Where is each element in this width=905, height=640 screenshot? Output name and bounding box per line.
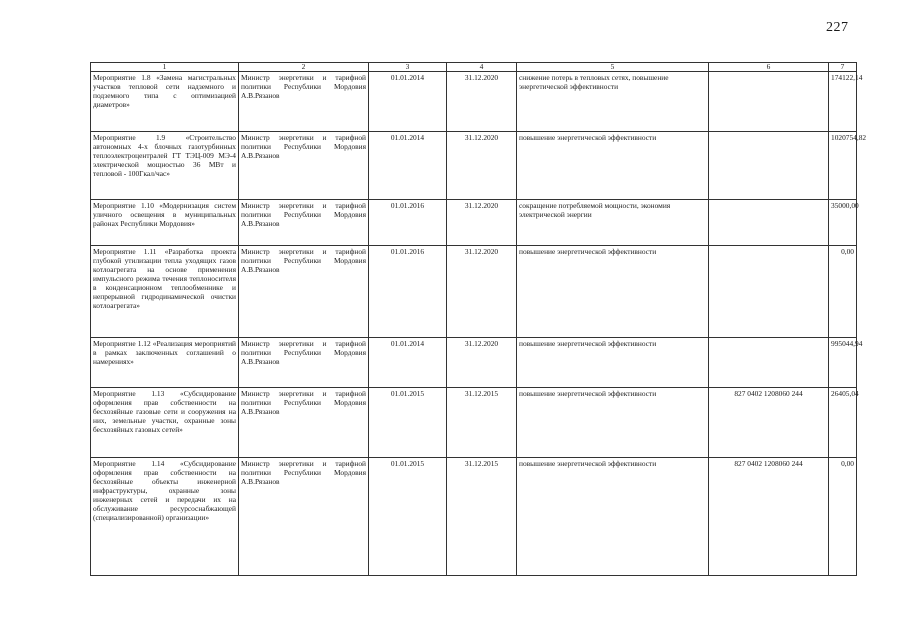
- end-date-cell: 31.12.2020: [447, 246, 517, 338]
- table-row: [91, 200, 857, 246]
- amount-cell: 995044,94: [829, 338, 857, 388]
- header-row: [91, 63, 857, 72]
- page-number: 227: [826, 20, 849, 35]
- responsible-cell: Министр энергетики и тарифной политики Республики Мордовия А.В.Рязанов: [239, 72, 369, 132]
- col-header-4: 4: [447, 63, 517, 72]
- col-header-3: 3: [369, 63, 447, 72]
- amount-cell: 0,00: [829, 458, 857, 576]
- start-date-cell: 01.01.2015: [369, 388, 447, 458]
- end-date-cell: 31.12.2020: [447, 338, 517, 388]
- result-cell: повышение энергетической эффективности: [517, 338, 709, 388]
- end-date-cell: 31.12.2015: [447, 458, 517, 576]
- end-date-cell: 31.12.2020: [447, 72, 517, 132]
- col-header-2: 2: [239, 63, 369, 72]
- responsible-cell: Министр энергетики и тарифной политики Республики Мордовия А.В.Рязанов: [239, 388, 369, 458]
- start-date-cell: 01.01.2016: [369, 246, 447, 338]
- col-header-5: 5: [517, 63, 709, 72]
- result-cell: снижение потерь в тепловых сетях, повышение энергетической эффективности: [517, 72, 709, 132]
- start-date-cell: 01.01.2015: [369, 458, 447, 576]
- budget-code-cell: [709, 72, 829, 132]
- program-events-table: [90, 62, 867, 576]
- table-row: [91, 388, 857, 458]
- event-cell: Мероприятие 1.8 «Замена магистральных участков тепловой сети надземного и подземного типа с оптимизацией диаметров»: [91, 72, 239, 132]
- budget-code-cell: [709, 338, 829, 388]
- budget-code-cell: [709, 200, 829, 246]
- event-cell: Мероприятие 1.14 «Субсидирование оформления прав собственности на бесхозяйные объекты инженерной инфраструктуры, охранные зоны инженерных сетей и передачи их на обслуживание ресурсоснабжающей (специализированной) организации»: [91, 458, 239, 576]
- end-date-cell: 31.12.2020: [447, 132, 517, 200]
- amount-cell: 35000,00: [829, 200, 857, 246]
- result-cell: повышение энергетической эффективности: [517, 132, 709, 200]
- budget-code-cell: [709, 132, 829, 200]
- table-row: [91, 338, 857, 388]
- start-date-cell: 01.01.2014: [369, 72, 447, 132]
- budget-code-cell: [709, 246, 829, 338]
- end-date-cell: 31.12.2020: [447, 200, 517, 246]
- end-date-cell: 31.12.2015: [447, 388, 517, 458]
- responsible-cell: Министр энергетики и тарифной политики Республики Мордовия А.В.Рязанов: [239, 458, 369, 576]
- result-cell: повышение энергетической эффективности: [517, 458, 709, 576]
- amount-cell: 174122,14: [829, 72, 857, 132]
- table-row: [91, 246, 857, 338]
- result-cell: сокращение потребляемой мощности, экономия электрической энергии: [517, 200, 709, 246]
- budget-code-cell: 827 0402 1208060 244: [709, 458, 829, 576]
- result-cell: повышение энергетической эффективности: [517, 246, 709, 338]
- responsible-cell: Министр энергетики и тарифной политики Республики Мордовия А.В.Рязанов: [239, 246, 369, 338]
- event-cell: Мероприятие 1.9 «Строительство автономных 4-х блочных газотурбинных теплоэлектроцентралей ГТ ТЭЦ-009 МЭ-4 электрической мощностью 36 МВт и тепловой - 100Гкал/час»: [91, 132, 239, 200]
- responsible-cell: Министр энергетики и тарифной политики Республики Мордовия А.В.Рязанов: [239, 200, 369, 246]
- table-row: [91, 72, 857, 132]
- start-date-cell: 01.01.2016: [369, 200, 447, 246]
- col-header-7: 7: [829, 63, 857, 72]
- col-header-6: 6: [709, 63, 829, 72]
- budget-code-cell: 827 0402 1208060 244: [709, 388, 829, 458]
- event-cell: Мероприятие 1.10 «Модернизация систем уличного освещения в муниципальных районах Республики Мордовия»: [91, 200, 239, 246]
- amount-cell: 26405,04: [829, 388, 857, 458]
- amount-cell: 0,00: [829, 246, 857, 338]
- table-row: [91, 458, 857, 576]
- event-cell: Мероприятие 1.11 «Разработка проекта глубокой утилизации тепла уходящих газов котлоагрегата на основе применения импульсного режима течения теплоносителя в конденсационном теплообменнике и непрерывной гидродинамической очистки котлоагрегата»: [91, 246, 239, 338]
- start-date-cell: 01.01.2014: [369, 132, 447, 200]
- event-cell: Мероприятие 1.13 «Субсидирование оформления прав собственности на бесхозяйные газовые сети и сооружения на них, земельные участки, охранные зоны бесхозяйных газовых сетей»: [91, 388, 239, 458]
- table-row: [91, 132, 857, 200]
- event-cell: Мероприятие 1.12 «Реализация мероприятий в рамках заключенных соглашений о намерениях»: [91, 338, 239, 388]
- responsible-cell: Министр энергетики и тарифной политики Республики Мордовия А.В.Рязанов: [239, 132, 369, 200]
- amount-cell: 1020754,82: [829, 132, 857, 200]
- start-date-cell: 01.01.2014: [369, 338, 447, 388]
- result-cell: повышение энергетической эффективности: [517, 388, 709, 458]
- col-header-1: 1: [91, 63, 239, 72]
- responsible-cell: Министр энергетики и тарифной политики Республики Мордовия А.В.Рязанов: [239, 338, 369, 388]
